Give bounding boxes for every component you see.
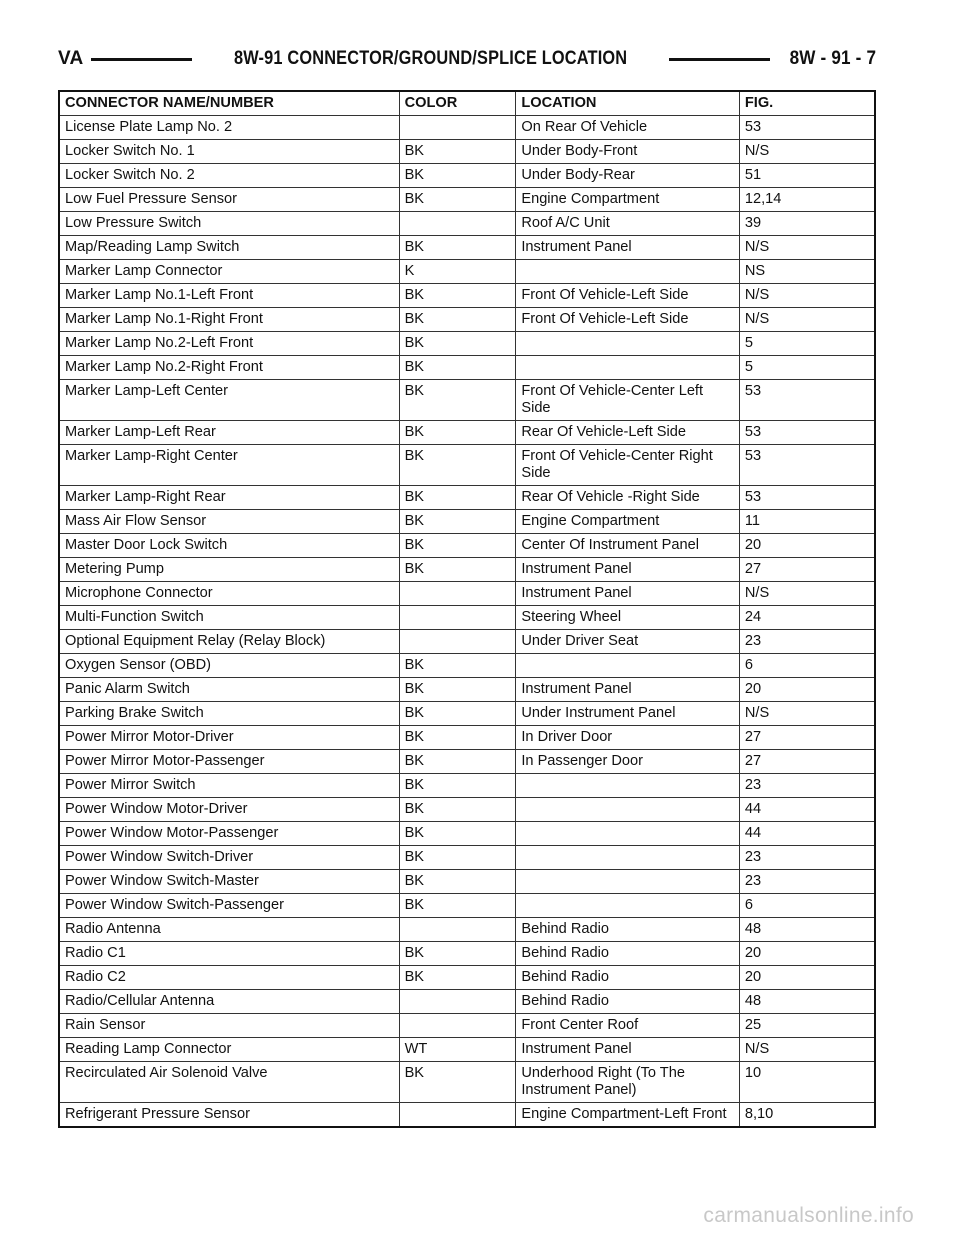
cell-fig: 11 (739, 510, 875, 534)
table-row (59, 284, 875, 308)
cell-color: BK (399, 140, 516, 164)
cell-fig: 20 (739, 678, 875, 702)
table-row (59, 421, 875, 445)
cell-connector: Marker Lamp-Right Center (59, 445, 399, 486)
cell-connector: Radio/Cellular Antenna (59, 990, 399, 1014)
cell-color: BK (399, 558, 516, 582)
cell-location: Under Body-Rear (516, 164, 740, 188)
table-row (59, 236, 875, 260)
cell-location: Instrument Panel (516, 558, 740, 582)
cell-color: BK (399, 822, 516, 846)
cell-location: Instrument Panel (516, 1038, 740, 1062)
table-row (59, 894, 875, 918)
page-header (58, 44, 876, 74)
page-title: 8W-91 CONNECTOR/GROUND/SPLICE LOCATION (233, 48, 628, 69)
table-row (59, 606, 875, 630)
cell-location (516, 332, 740, 356)
cell-connector: Multi-Function Switch (59, 606, 399, 630)
cell-fig: 6 (739, 894, 875, 918)
cell-color (399, 918, 516, 942)
table-row (59, 798, 875, 822)
table-row (59, 678, 875, 702)
table-row (59, 1038, 875, 1062)
cell-color: WT (399, 1038, 516, 1062)
cell-color: BK (399, 1062, 516, 1103)
cell-color: BK (399, 726, 516, 750)
table-row (59, 966, 875, 990)
cell-connector: Master Door Lock Switch (59, 534, 399, 558)
cell-location (516, 846, 740, 870)
cell-fig: 53 (739, 486, 875, 510)
cell-color: BK (399, 421, 516, 445)
cell-location: Engine Compartment (516, 188, 740, 212)
cell-location: Engine Compartment (516, 510, 740, 534)
cell-fig: 6 (739, 654, 875, 678)
table-row (59, 188, 875, 212)
cell-fig: 10 (739, 1062, 875, 1103)
cell-location (516, 798, 740, 822)
table-header-row (59, 91, 875, 116)
cell-connector: Low Pressure Switch (59, 212, 399, 236)
cell-connector: Radio C1 (59, 942, 399, 966)
cell-location: Underhood Right (To The Instrument Panel) (516, 1062, 740, 1103)
cell-color (399, 606, 516, 630)
column-header-connector: CONNECTOR NAME/NUMBER (59, 91, 399, 116)
cell-connector: Metering Pump (59, 558, 399, 582)
cell-location (516, 260, 740, 284)
cell-location: In Passenger Door (516, 750, 740, 774)
table-row (59, 1103, 875, 1128)
table-row (59, 212, 875, 236)
cell-location: Under Body-Front (516, 140, 740, 164)
cell-location: Roof A/C Unit (516, 212, 740, 236)
cell-location (516, 654, 740, 678)
cell-connector: Marker Lamp No.1-Left Front (59, 284, 399, 308)
table-row (59, 870, 875, 894)
table-row (59, 445, 875, 486)
cell-connector: Power Mirror Switch (59, 774, 399, 798)
cell-color: BK (399, 798, 516, 822)
cell-location (516, 870, 740, 894)
cell-color: BK (399, 702, 516, 726)
table-row (59, 1014, 875, 1038)
cell-connector: Reading Lamp Connector (59, 1038, 399, 1062)
cell-fig: 23 (739, 630, 875, 654)
cell-color (399, 1103, 516, 1128)
cell-color (399, 1014, 516, 1038)
cell-color: BK (399, 894, 516, 918)
cell-location: Front Center Roof (516, 1014, 740, 1038)
table-row (59, 582, 875, 606)
cell-fig: N/S (739, 236, 875, 260)
cell-connector: Power Mirror Motor-Passenger (59, 750, 399, 774)
table-row (59, 846, 875, 870)
cell-fig: 12,14 (739, 188, 875, 212)
table-row (59, 1062, 875, 1103)
header-rule-left (91, 58, 192, 61)
cell-location: Instrument Panel (516, 236, 740, 260)
cell-connector: Power Window Motor-Passenger (59, 822, 399, 846)
cell-fig: NS (739, 260, 875, 284)
cell-connector: Panic Alarm Switch (59, 678, 399, 702)
table-row (59, 726, 875, 750)
cell-color: BK (399, 534, 516, 558)
cell-location: In Driver Door (516, 726, 740, 750)
table-row (59, 750, 875, 774)
column-header-fig: FIG. (739, 91, 875, 116)
cell-location: Center Of Instrument Panel (516, 534, 740, 558)
cell-fig: 39 (739, 212, 875, 236)
cell-connector: Recirculated Air Solenoid Valve (59, 1062, 399, 1103)
cell-location: Rear Of Vehicle -Right Side (516, 486, 740, 510)
cell-fig: 24 (739, 606, 875, 630)
cell-fig: 27 (739, 750, 875, 774)
cell-location: Behind Radio (516, 918, 740, 942)
cell-connector: Power Window Switch-Passenger (59, 894, 399, 918)
cell-location (516, 822, 740, 846)
cell-connector: Parking Brake Switch (59, 702, 399, 726)
cell-fig: 25 (739, 1014, 875, 1038)
cell-connector: License Plate Lamp No. 2 (59, 116, 399, 140)
cell-location: Behind Radio (516, 942, 740, 966)
cell-fig: 53 (739, 116, 875, 140)
table-body (59, 116, 875, 1128)
table-row (59, 774, 875, 798)
cell-color: BK (399, 750, 516, 774)
cell-color (399, 990, 516, 1014)
cell-fig: 8,10 (739, 1103, 875, 1128)
table-row (59, 558, 875, 582)
cell-color: BK (399, 678, 516, 702)
table-row (59, 654, 875, 678)
cell-color: BK (399, 308, 516, 332)
cell-color: BK (399, 774, 516, 798)
cell-color: BK (399, 356, 516, 380)
cell-location: Front Of Vehicle-Left Side (516, 284, 740, 308)
cell-location (516, 356, 740, 380)
cell-color (399, 116, 516, 140)
cell-location: Front Of Vehicle-Center Right Side (516, 445, 740, 486)
column-header-location: LOCATION (516, 91, 740, 116)
cell-location: Front Of Vehicle-Left Side (516, 308, 740, 332)
cell-location: Steering Wheel (516, 606, 740, 630)
table-row (59, 486, 875, 510)
table-row (59, 164, 875, 188)
header-section-code: VA (58, 48, 84, 69)
cell-connector: Mass Air Flow Sensor (59, 510, 399, 534)
cell-fig: N/S (739, 702, 875, 726)
table-row (59, 332, 875, 356)
table-row (59, 356, 875, 380)
cell-fig: 23 (739, 846, 875, 870)
cell-color (399, 582, 516, 606)
cell-connector: Locker Switch No. 2 (59, 164, 399, 188)
cell-connector: Marker Lamp Connector (59, 260, 399, 284)
cell-color: BK (399, 445, 516, 486)
cell-location: Behind Radio (516, 966, 740, 990)
cell-connector: Rain Sensor (59, 1014, 399, 1038)
cell-location: Instrument Panel (516, 678, 740, 702)
cell-connector: Radio C2 (59, 966, 399, 990)
cell-connector: Marker Lamp No.2-Right Front (59, 356, 399, 380)
cell-fig: 5 (739, 332, 875, 356)
cell-color: BK (399, 164, 516, 188)
cell-connector: Power Window Motor-Driver (59, 798, 399, 822)
cell-color: BK (399, 236, 516, 260)
cell-connector: Marker Lamp-Right Rear (59, 486, 399, 510)
table-row (59, 702, 875, 726)
cell-color: BK (399, 870, 516, 894)
cell-connector: Microphone Connector (59, 582, 399, 606)
column-header-color: COLOR (399, 91, 516, 116)
table-row (59, 140, 875, 164)
cell-fig: 44 (739, 798, 875, 822)
cell-location (516, 894, 740, 918)
cell-color: BK (399, 332, 516, 356)
cell-color: BK (399, 942, 516, 966)
cell-color: BK (399, 966, 516, 990)
cell-fig: 53 (739, 380, 875, 421)
table-row (59, 534, 875, 558)
cell-fig: 5 (739, 356, 875, 380)
cell-fig: 20 (739, 942, 875, 966)
cell-location: Under Driver Seat (516, 630, 740, 654)
cell-fig: 48 (739, 990, 875, 1014)
table-row (59, 822, 875, 846)
connector-table (58, 90, 876, 1128)
header-rule-right (669, 58, 770, 61)
cell-connector: Refrigerant Pressure Sensor (59, 1103, 399, 1128)
page-number: 8W - 91 - 7 (789, 48, 877, 69)
cell-fig: N/S (739, 308, 875, 332)
table-row (59, 630, 875, 654)
cell-color: BK (399, 188, 516, 212)
cell-fig: N/S (739, 1038, 875, 1062)
cell-fig: N/S (739, 582, 875, 606)
cell-location (516, 774, 740, 798)
cell-fig: 51 (739, 164, 875, 188)
table-row (59, 918, 875, 942)
cell-fig: N/S (739, 284, 875, 308)
cell-connector: Power Window Switch-Driver (59, 846, 399, 870)
cell-connector: Oxygen Sensor (OBD) (59, 654, 399, 678)
cell-fig: 20 (739, 966, 875, 990)
cell-location: Under Instrument Panel (516, 702, 740, 726)
cell-color: BK (399, 654, 516, 678)
cell-location: Rear Of Vehicle-Left Side (516, 421, 740, 445)
cell-fig: 44 (739, 822, 875, 846)
cell-location: On Rear Of Vehicle (516, 116, 740, 140)
cell-fig: 27 (739, 726, 875, 750)
cell-location: Behind Radio (516, 990, 740, 1014)
cell-connector: Power Mirror Motor-Driver (59, 726, 399, 750)
cell-fig: 27 (739, 558, 875, 582)
cell-location: Instrument Panel (516, 582, 740, 606)
cell-fig: 20 (739, 534, 875, 558)
cell-fig: 23 (739, 774, 875, 798)
cell-color: BK (399, 284, 516, 308)
cell-fig: N/S (739, 140, 875, 164)
cell-fig: 48 (739, 918, 875, 942)
cell-connector: Marker Lamp-Left Center (59, 380, 399, 421)
cell-location: Front Of Vehicle-Center Left Side (516, 380, 740, 421)
cell-connector: Radio Antenna (59, 918, 399, 942)
cell-connector: Locker Switch No. 1 (59, 140, 399, 164)
cell-connector: Low Fuel Pressure Sensor (59, 188, 399, 212)
table-row (59, 990, 875, 1014)
cell-color: BK (399, 846, 516, 870)
cell-color: BK (399, 510, 516, 534)
cell-connector: Optional Equipment Relay (Relay Block) (59, 630, 399, 654)
cell-color: K (399, 260, 516, 284)
cell-color (399, 212, 516, 236)
cell-connector: Marker Lamp No.2-Left Front (59, 332, 399, 356)
cell-connector: Map/Reading Lamp Switch (59, 236, 399, 260)
cell-location: Engine Compartment-Left Front (516, 1103, 740, 1128)
cell-fig: 53 (739, 445, 875, 486)
table-row (59, 308, 875, 332)
table-row (59, 510, 875, 534)
table-row (59, 116, 875, 140)
cell-fig: 53 (739, 421, 875, 445)
table-row (59, 260, 875, 284)
cell-connector: Power Window Switch-Master (59, 870, 399, 894)
cell-color: BK (399, 380, 516, 421)
watermark: carmanualsonline.info (703, 1204, 914, 1227)
cell-connector: Marker Lamp No.1-Right Front (59, 308, 399, 332)
cell-color (399, 630, 516, 654)
table-row (59, 942, 875, 966)
cell-color: BK (399, 486, 516, 510)
cell-fig: 23 (739, 870, 875, 894)
cell-connector: Marker Lamp-Left Rear (59, 421, 399, 445)
table-row (59, 380, 875, 421)
